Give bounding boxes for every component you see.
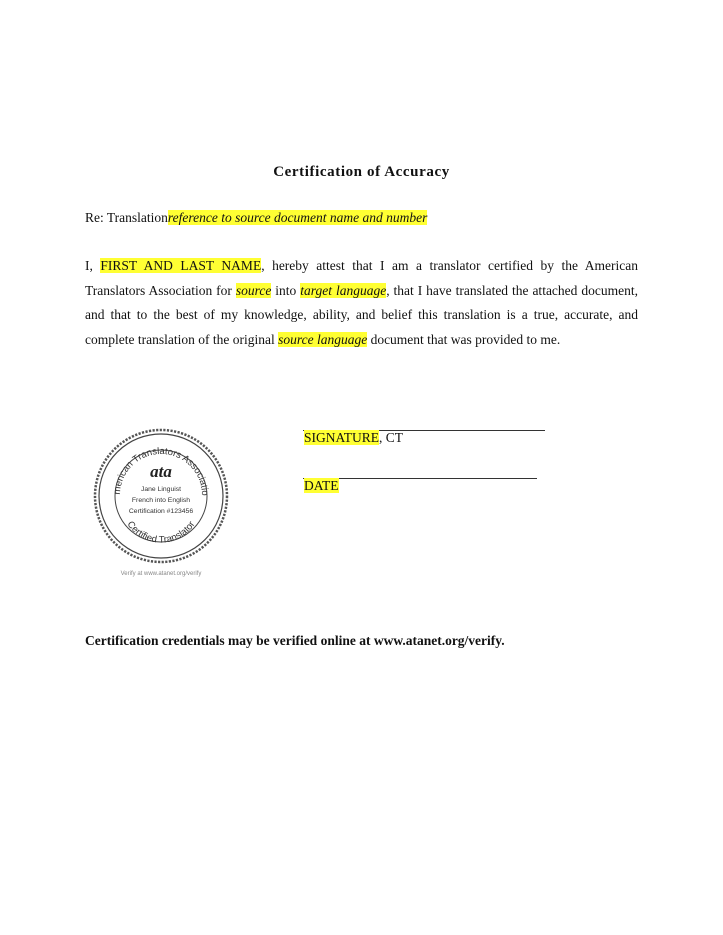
body-text-4: , that I have translated the attached document, and that to the best of my knowledge, ability, and belief this translation is a true, accurate, and complete translation of the original — [85, 282, 638, 347]
seal-bottom-text: Certified Translator — [124, 519, 198, 546]
page-title: Certification of Accuracy — [273, 164, 450, 180]
re-placeholder: reference to source document name and number — [167, 210, 428, 225]
translator-name-placeholder: FIRST AND LAST NAME — [100, 258, 262, 273]
body-text-5: document that was provided to me. — [367, 331, 561, 347]
re-line — [85, 210, 427, 226]
attestation-paragraph — [85, 254, 638, 352]
signature-block — [304, 430, 403, 446]
target-language-placeholder: target language — [300, 282, 387, 298]
certification-seal — [92, 428, 230, 580]
source-placeholder: source — [235, 282, 272, 298]
seal-logo: ata — [150, 462, 172, 481]
date-placeholder: DATE — [304, 478, 339, 493]
seal-language-pair: French into English — [131, 497, 191, 504]
re-label: Re: Translation — [85, 210, 168, 225]
seal-ring-text: merican Translators Associatio — [111, 445, 211, 496]
body-text-2: , hereby attest that I am a translator certified by the American Translators Association for — [85, 258, 638, 298]
body-text-1: I, — [85, 258, 101, 273]
body-text-3: into — [271, 282, 301, 298]
seal-graphic — [92, 428, 230, 580]
verification-note: Certification credentials may be verified online at www.atanet.org/verify. — [85, 633, 505, 648]
seal-cert-number: Certification #123456 — [128, 508, 194, 515]
signature-suffix: , CT — [379, 430, 404, 445]
seal-name: Jane Linguist — [140, 486, 182, 493]
date-block — [304, 478, 339, 494]
signature-placeholder: SIGNATURE — [304, 430, 380, 445]
seal-verify-text: Verify at www.atanet.org/verify — [120, 571, 202, 577]
source-language-placeholder: source language — [278, 331, 368, 347]
